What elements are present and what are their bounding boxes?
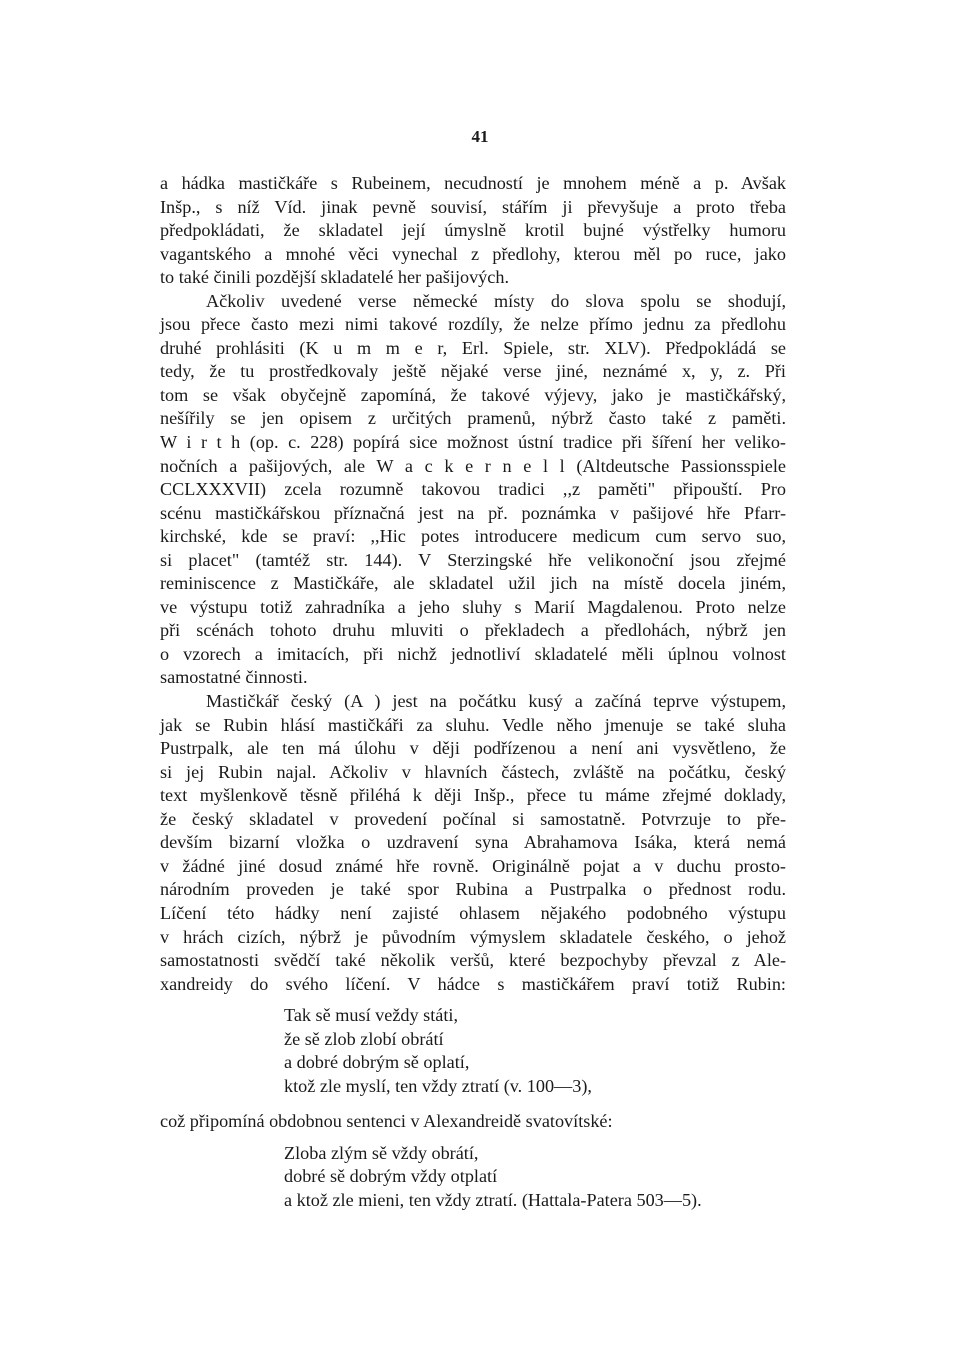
verse-quote-rubin [284,1004,786,1098]
text-line: xandreidy do svého líčení. V hádce s mastičkářem praví totiž Rubin: [160,973,786,994]
verse-line: ktož zle myslí, ten vždy ztratí (v. 100—3), [284,1075,592,1096]
verse-line: a ktož zle mieni, ten vždy ztratí. (Hattala-Patera 503—5). [284,1189,702,1210]
text-line: tom se však obyčejně zapomíná, že takové výjevy, jako je mastičkářský, [160,384,786,405]
text-line: CCLXXXVII) zcela rozumně takovou tradici ,,z paměti" připouští. Pro [160,479,786,500]
text-body [160,172,786,1213]
text-line: reminiscence z Mastičkáře, ale skladatel užil jich na místě docela jiném, [160,573,786,594]
text-line: samostatné činnosti. [160,667,308,688]
text-line: W i r t h (op. c. 228) popírá sice možnost ústní tradice při šíření her veliko- [160,432,786,453]
text-line: Pustrpalk, ale ten má úlohu v ději podřízenou a není ani vysvětleno, že [160,738,786,759]
text-line: jak se Rubin hlásí mastičkáři za sluhu. Vedle něho jmenuje se také sluha [160,714,786,735]
text-line: jsou přece často mezi nimi takové rozdíly, že nelze přímo jednu za předlohu [160,314,786,335]
text-line: vagantského a mnohé věci vynechal z předlohy, kterou měl po ruce, jako [160,243,786,264]
paragraph-1 [160,172,786,290]
text-line: že český skladatel v provedení počínal si samostatně. Potvrzuje to pře- [160,808,786,829]
text-line: při scénách tohoto druhu mluviti o překladech a předlohách, nýbrž jen [160,620,786,641]
verse-quote-alexandreis [284,1142,786,1213]
verse-line: a dobré dobrým sě oplatí, [284,1052,470,1073]
text-line: v hrách cizích, nýbrž je původním výmyslem skladatele českého, o jehož [160,926,786,947]
text-line: kirchské, kde se praví: ,,Hic potes introducere medicum cum servo suo, [160,526,786,547]
text-line: a hádka mastičkáře s Rubeinem, necudností je mnohem méně a p. Avšak [160,173,786,193]
text-line: o vzorech a imitacích, při nichž jednotliví skladatelé měli úplnou volnost [160,643,786,664]
text-line: samostatnosti svědčí také několik veršů, které bezpochyby převzal z Ale- [160,950,786,971]
text-line: Ačkoliv uvedené verse německé místy do slova spolu se shodují, [206,290,786,311]
verse-line: dobré sě dobrým vždy otplatí [284,1166,498,1187]
text-line: to také činili pozdější skladatelé her pašijových. [160,267,509,288]
text-line: si jej Rubin najal. Ačkoliv v hlavních částech, zvláště na počátku, český [160,761,786,782]
page-number: 41 [471,127,489,146]
text-line: Mastičkář český (A ) jest na počátku kusý a začíná teprve výstupem, [206,691,786,712]
text-line: druhé prohlásiti (K u m m e r, Erl. Spiele, str. XLV). Předpokládá se [160,337,786,358]
text-line: text myšlenkově těsně přiléhá k ději Inšp., přece tu máme zřejmé doklady, [160,785,786,806]
verse-line: Zloba zlým sě vždy obrátí, [284,1142,479,1163]
text-line: Líčení této hádky není zajisté ohlasem nějakého podobného výstupu [160,902,786,923]
paragraph-3 [160,690,786,996]
text-line: si placet" (tamtéž str. 144). V Sterzingské hře velikonoční jsou zřejmé [160,549,786,570]
paragraph-2 [160,290,786,690]
text-line: tedy, že tu prostředkovaly ještě nějaké verse jiné, neznámé x, y, z. Při [160,361,786,382]
text-line: nočních a pašijových, ale W a c k e r n e l l (Altdeutsche Passionsspiele [160,455,786,476]
text-line: scénu mastičkářskou příznačná jest na př. poznámka v pašijové hře Pfarr- [160,502,786,523]
text-line: což připomíná obdobnou sentenci v Alexandreidě svatovítské: [160,1111,613,1132]
text-line: nešířily se jen opisem z určitých pramenů, nýbrž často také z paměti. [160,408,786,429]
connector-line [160,1110,786,1134]
text-line: devším bizarní vložka o uzdravení syna Abrahamova Isáka, která nemá [160,832,786,853]
text-line: Inšp., s níž Víd. jinak pevně souvisí, stářím ji převyšuje a proto třeba [160,196,786,217]
verse-line: Tak sě musí veždy státi, [284,1005,458,1026]
text-line: ve výstupu totiž zahradníka a jeho sluhy s Marií Magdalenou. Proto nelze [160,596,786,617]
text-line: v žádné jiné dosud známé hře rovně. Originálně pojat a v duchu prosto- [160,855,786,876]
text-line: předpokládati, že skladatel její úmyslně krotil bujné výstřelky humoru [160,220,786,241]
verse-line: že sě zlob zlobí obrátí [284,1028,444,1049]
text-line: národním proveden je také spor Rubina a Pustrpalka o přednost rodu. [160,879,786,900]
